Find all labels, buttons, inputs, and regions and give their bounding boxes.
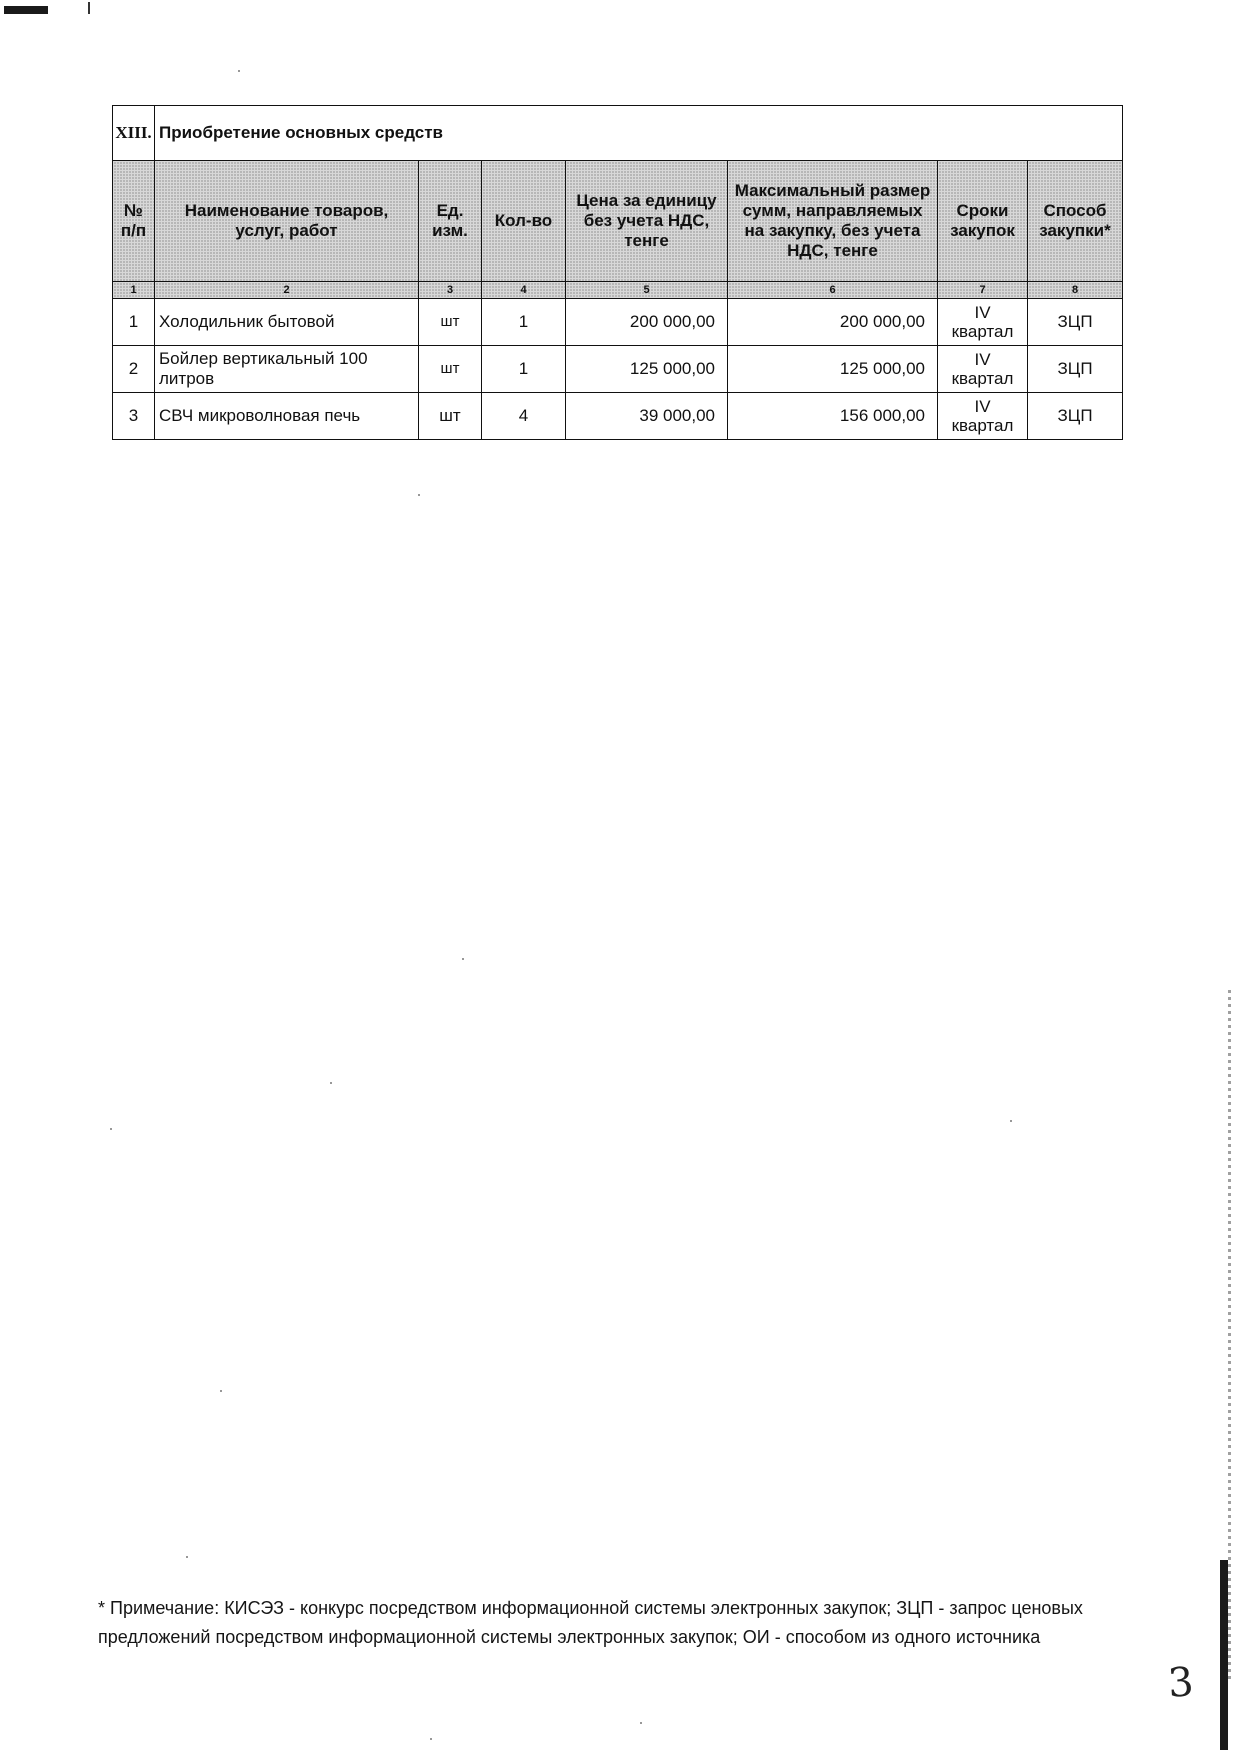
item-term — [938, 299, 1028, 346]
section-title: Приобретение основных средств — [155, 106, 1123, 161]
header-price: Цена за единицу без учета НДС, тенге — [566, 161, 728, 282]
scan-speck — [1010, 1120, 1012, 1122]
item-method: ЗЦП — [1028, 299, 1123, 346]
header-qty: Кол-во — [482, 161, 566, 282]
column-index: 4 — [482, 282, 566, 299]
table-row — [113, 299, 1123, 346]
header-term: Сроки закупок — [938, 161, 1028, 282]
term-quarter: IV — [974, 397, 991, 416]
scan-speck — [640, 1722, 642, 1724]
column-index: 6 — [728, 282, 938, 299]
item-name: Бойлер вертикальный 100 литров — [155, 346, 419, 393]
term-label: квартал — [951, 416, 1014, 435]
item-total: 156 000,00 — [728, 393, 938, 440]
scan-speck — [238, 70, 240, 72]
scan-speck — [220, 1390, 222, 1392]
footnote: * Примечание: КИСЭЗ - конкурс посредством информационной системы электронных закупок; ЗЦП - запрос ценовых предложений посредством информационной системы электронных закупок; ОИ - способом из одного источника — [98, 1598, 1083, 1647]
header-name: Наименование товаров, услуг, работ — [155, 161, 419, 282]
scan-artifact — [88, 2, 90, 14]
item-total: 200 000,00 — [728, 299, 938, 346]
item-unit: шт — [419, 346, 482, 393]
header-unit: Ед. изм. — [419, 161, 482, 282]
item-qty: 1 — [482, 346, 566, 393]
column-index: 5 — [566, 282, 728, 299]
item-qty: 4 — [482, 393, 566, 440]
table-row — [113, 346, 1123, 393]
column-index: 3 — [419, 282, 482, 299]
term-quarter: IV — [974, 350, 991, 369]
item-term — [938, 346, 1028, 393]
scan-edge-artifact — [1220, 1560, 1228, 1750]
item-price: 200 000,00 — [566, 299, 728, 346]
item-method: ЗЦП — [1028, 346, 1123, 393]
item-price: 125 000,00 — [566, 346, 728, 393]
item-total: 125 000,00 — [728, 346, 938, 393]
row-number: 2 — [113, 346, 155, 393]
header-total: Максимальный размер сумм, направляемых на закупку, без учета НДС, тенге — [728, 161, 938, 282]
section-header-row — [113, 106, 1123, 161]
scan-edge-artifact — [1228, 990, 1231, 1680]
scan-speck — [186, 1556, 188, 1558]
header-num: № п/п — [113, 161, 155, 282]
page-number: 3 — [1166, 1659, 1196, 1707]
row-number: 3 — [113, 393, 155, 440]
column-index: 7 — [938, 282, 1028, 299]
column-index: 1 — [113, 282, 155, 299]
procurement-table — [112, 105, 1123, 440]
item-name: СВЧ микроволновая печь — [155, 393, 419, 440]
scan-speck — [110, 1128, 112, 1130]
section-number: XIII. — [113, 106, 155, 161]
item-price: 39 000,00 — [566, 393, 728, 440]
scan-speck — [430, 1738, 432, 1740]
column-index: 2 — [155, 282, 419, 299]
scan-speck — [330, 1082, 332, 1084]
scan-speck — [462, 958, 464, 960]
header-method: Способ закупки* — [1028, 161, 1123, 282]
term-label: квартал — [951, 369, 1014, 388]
item-name: Холодильник бытовой — [155, 299, 419, 346]
item-method: ЗЦП — [1028, 393, 1123, 440]
item-qty: 1 — [482, 299, 566, 346]
item-unit: шт — [419, 299, 482, 346]
item-unit: шт — [419, 393, 482, 440]
table-row — [113, 393, 1123, 440]
term-quarter: IV — [974, 303, 991, 322]
row-number: 1 — [113, 299, 155, 346]
column-index-row — [113, 282, 1123, 299]
scan-speck — [418, 494, 420, 496]
item-term — [938, 393, 1028, 440]
table-header-row — [113, 161, 1123, 282]
column-index: 8 — [1028, 282, 1123, 299]
term-label: квартал — [951, 322, 1014, 341]
scan-artifact — [4, 6, 48, 14]
